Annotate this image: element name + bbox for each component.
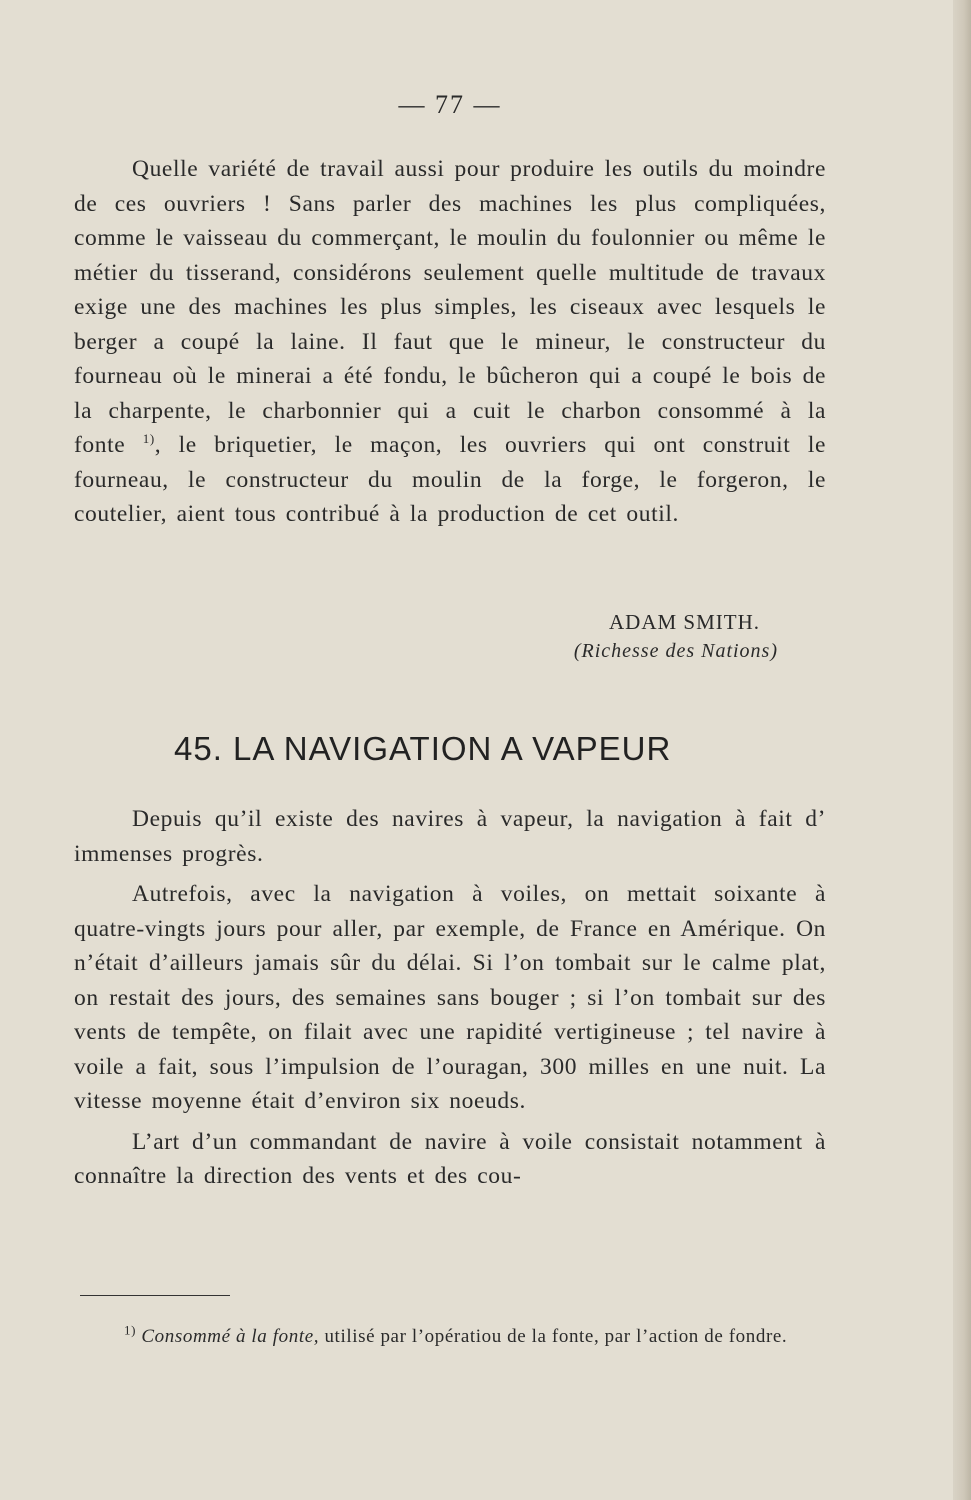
quote-source: (Richesse des Nations) (573, 640, 778, 662)
quote-text (74, 152, 826, 532)
quote-text-after: , le briquetier, le maçon, les ouvriers qui ont construit le fourneau, le constructeur du moulin de la forge, le forgeron, le coutelier, aient tous contribué à la production de cet outil. (74, 432, 826, 527)
quote-author: ADAM SMITH. (608, 610, 760, 634)
section-paragraph: Autrefois, avec la navigation à voiles, on mettait soixante à quatre-vingts jours pour aller, par exemple, de France en Amérique. On n’était d’ailleurs jamais sûr du délai. Si l’on tombait sur le calme plat, on restait des jours, des semaines sans bouger ; si l’on tombait sur des vents de tempête, on filait avec une rapidité vertigineuse ; tel navire à voile a fait, sous l’impulsion de l’ouragan, 300 milles en une nuit. La vitesse moyenne était d’environ six noeuds. (74, 881, 826, 1114)
section-heading: 45. LA NAVIGATION A VAPEUR (174, 730, 672, 767)
footnote-reference[interactable]: 1) (142, 431, 155, 447)
quote-paragraph (74, 152, 826, 532)
page-number: — 77 — (398, 90, 502, 119)
page-edge (953, 0, 971, 1500)
section-paragraph: Depuis qu’il existe des navires à vapeur, la navigation à fait d’ immenses progrès. (74, 806, 826, 867)
footnote-term: Consommé à la fonte, (141, 1326, 320, 1347)
footnote-divider (80, 1295, 230, 1296)
section-body (74, 802, 826, 1194)
quote-text-before: Quelle variété de travail aussi pour produire les outils du moindre de ces ouvriers ! Sans parler des machines les plus compliquées, comme le vaisseau du commerçant, le moulin du foulonnier ou même le métier du tisserand, considérons seulement quelle multitude de travaux exige une des machines les plus simples, les ciseaux avec lesquels le berger a coupé la laine. Il faut que le mineur, le constructeur du fourneau où le minerai a été fondu, le bûcheron qui a coupé le bois de la charpente, le charbonnier qui a cuit le charbon consommé à la fonte (74, 156, 826, 458)
footnote-text: utilisé par l’opératiou de la fonte, par l’action de fondre. (319, 1326, 788, 1347)
section-paragraph: L’art d’un commandant de navire à voile consistait notamment à connaître la direction des vents et des cou- (74, 1128, 826, 1189)
footnote (78, 1322, 828, 1351)
footnote-marker: 1) (124, 1322, 137, 1338)
